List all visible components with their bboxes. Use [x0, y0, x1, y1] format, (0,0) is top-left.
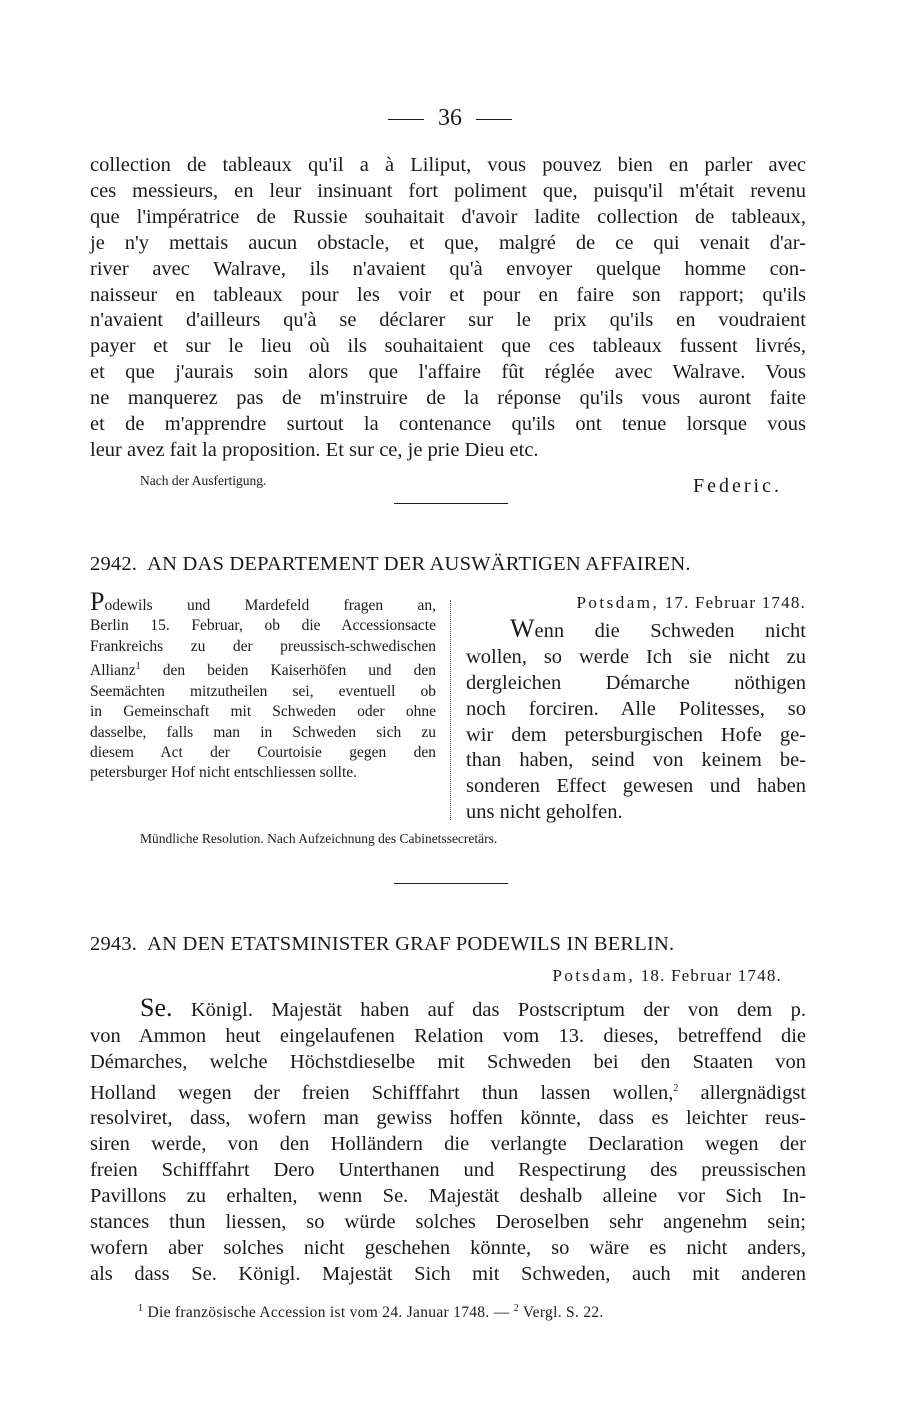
- summary-column: [90, 587, 436, 784]
- resolution-line-text: enn die Schweden nicht: [534, 619, 806, 642]
- text-line: que l'impératrice de Russie souhaitait d'avoir ladite collection de tableaux,: [90, 205, 806, 228]
- text-line: ces messieurs, en leur insinuant fort poliment que, puisqu'il m'était revenu: [90, 179, 806, 202]
- text-line: n'avaient d'ailleurs qu'à se déclarer sur le prix qu'ils en voudraient: [90, 309, 806, 332]
- resolution-initial: W: [510, 613, 535, 643]
- body-line-text: Holland wegen der freien Schifffahrt thun lassen wollen,: [90, 1081, 674, 1104]
- footnote-mark: 2: [513, 1303, 519, 1314]
- body-line: resolviret, dass, wofern man gewiss hoffen könnte, dass es leichter reus-: [90, 1107, 806, 1130]
- section-separator: [394, 503, 508, 504]
- footnotes: [138, 1303, 604, 1322]
- document-number: 2942.: [90, 553, 138, 575]
- dateline-date: 17. Februar 1748.: [664, 593, 806, 612]
- body-line: wofern aber solches nicht geschehen könnte, so wäre es nicht anders,: [90, 1236, 806, 1259]
- dateline-place: Potsdam,: [576, 593, 660, 612]
- body-line: freien Schifffahrt Dero Unterthanen und Respectirung des preussischen: [90, 1159, 806, 1182]
- source-note: Mündliche Resolution. Nach Aufzeichnung des Cabinetssecretärs.: [140, 831, 498, 846]
- document-number: 2943.: [90, 933, 138, 955]
- text-line: et que j'aurais soin alors que l'affaire fût réglée avec Walrave. Vous: [90, 361, 806, 384]
- summary-line-text: odewils und Mardefeld fragen an,: [104, 597, 436, 614]
- document-heading-2942: [90, 551, 806, 577]
- body-line: stances thun liessen, so würde solches Deroselben sehr angenehm sein;: [90, 1211, 806, 1234]
- dateline-place: Potsdam,: [552, 966, 636, 985]
- summary-line: Berlin 15. Februar, ob die Accessionsacte: [90, 617, 436, 635]
- signature: Federic.: [693, 475, 782, 497]
- text-line: et de m'apprendre surtout la contenance qu'ils ont tenue lorsque vous: [90, 413, 806, 436]
- section-separator: [394, 883, 508, 884]
- document-title: AN DEN ETATSMINISTER GRAF PODEWILS IN BERLIN.: [147, 933, 675, 955]
- body-line: [90, 1076, 806, 1107]
- page-number-dash-left: [388, 119, 424, 120]
- footnote-reference: 1: [135, 661, 141, 673]
- dateline-date: 18. Februar 1748.: [640, 966, 782, 985]
- body-line: Pavillons zu erhalten, wenn Se. Majestät deshalb alleine vor Sich In-: [90, 1185, 806, 1208]
- summary-line: petersburger Hof nicht entschliessen sollte.: [90, 764, 358, 782]
- source-note: Nach der Ausfertigung.: [140, 473, 267, 488]
- body-line: als dass Se. Königl. Majestät Sich mit Schweden, auch mit anderen: [90, 1262, 806, 1285]
- document-title: AN DAS DEPARTEMENT DER AUSWÄRTIGEN AFFAIREN.: [147, 553, 691, 575]
- resolution-line: wollen, so werde Ich sie nicht zu: [466, 645, 806, 668]
- letter-continuation: [90, 153, 806, 464]
- document-body-2943: [90, 995, 806, 1288]
- text-line: ne manquerez pas de m'instruire de la réponse qu'ils vous auront faite: [90, 387, 806, 410]
- text-line: collection de tableaux qu'il a à Liliput, vous pouvez bien en parler avec: [90, 154, 806, 176]
- text-line: leur avez fait la proposition. Et sur ce, je prie Dieu etc.: [90, 438, 539, 461]
- summary-line: [90, 657, 436, 682]
- footnote-reference: 2: [673, 1082, 679, 1094]
- resolution-line: sonderen Effect gewesen und haben: [466, 775, 806, 798]
- dateline: [466, 590, 806, 616]
- resolution-column: [466, 590, 806, 826]
- text-line: river avec Walrave, ils n'avaient qu'à envoyer quelque homme con-: [90, 257, 806, 280]
- summary-line-text: den beiden Kaiserhöfen und den: [162, 662, 436, 680]
- resolution-line: than haben, seind von keinem be-: [466, 749, 806, 772]
- page-number-dash-right: [476, 119, 512, 120]
- body-initial: Se.: [140, 993, 173, 1022]
- body-line-text: allergnädigst: [700, 1081, 806, 1104]
- summary-line: [90, 587, 436, 616]
- body-line: [90, 995, 806, 1024]
- text-line: payer et sur le lieu où ils souhaitaient que ces tableaux fussent livrés,: [90, 335, 806, 358]
- body-line-text: Königl. Majestät haben auf das Postscriptum der von dem p.: [190, 999, 806, 1021]
- resolution-line: uns nicht geholfen.: [466, 801, 623, 824]
- footnote-text: Vergl. S. 22.: [522, 1304, 604, 1322]
- resolution-line: [466, 613, 806, 645]
- document-heading-2943: [90, 931, 806, 957]
- page-number: [0, 103, 900, 133]
- body-line: Démarches, welche Höchstdieselbe mit Schweden bei den Staaten von: [90, 1050, 806, 1073]
- resolution-line: wir dem petersburgischen Hofe ge-: [466, 723, 806, 746]
- footnote-mark: 1: [138, 1303, 144, 1314]
- dateline-2943: [466, 966, 782, 986]
- body-line: siren werde, von den Holländern die verlangte Declaration wegen der: [90, 1133, 806, 1156]
- text-line: je n'y mettais aucun obstacle, et que, malgré de ce qui venait d'ar-: [90, 231, 806, 254]
- summary-line: Seemächten mitzutheilen sei, eventuell ob: [90, 682, 436, 700]
- resolution-line: noch forciren. Alle Politesses, so: [466, 697, 806, 720]
- summary-line: in Gemeinschaft mit Schweden oder ohne: [90, 703, 436, 721]
- text-line: naisseur en tableaux pour les voir et pour en faire son rapport; qu'ils: [90, 283, 806, 306]
- footnote-text: Die französische Accession ist vom 24. Januar 1748. —: [147, 1304, 510, 1322]
- column-divider: [450, 600, 451, 820]
- summary-line-text: Allianz: [90, 662, 136, 680]
- summary-line: Frankreichs zu der preussisch-schwedischen: [90, 637, 436, 655]
- body-line: von Ammon heut eingelaufenen Relation vom 13. dieses, betreffend die: [90, 1024, 806, 1047]
- summary-initial: P: [90, 587, 105, 616]
- summary-line: diesem Act der Courtoisie gegen den: [90, 744, 436, 761]
- dateline: [466, 966, 782, 986]
- page-number-value: 36: [438, 105, 462, 131]
- resolution-line: dergleichen Démarche nöthigen: [466, 671, 806, 694]
- summary-line: dasselbe, falls man in Schweden sich zu: [90, 723, 436, 741]
